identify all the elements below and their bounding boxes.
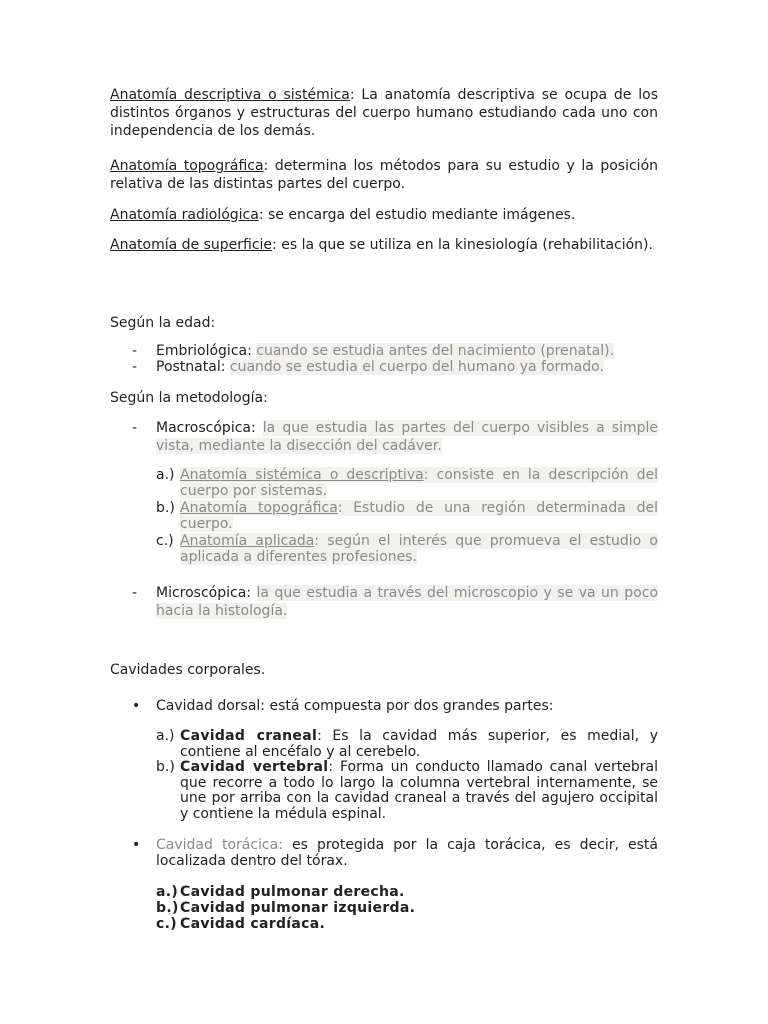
subitem-term: Anatomía aplicada [180,533,315,549]
subitem [156,468,658,499]
list-cavidad-toracica [110,837,658,869]
list-item [110,344,658,360]
subitem [156,501,658,532]
subitem [156,916,658,932]
subitem-marker: b.) [156,500,175,516]
sublist-macroscopica [156,468,658,565]
item-label: Macroscópica: [156,420,256,436]
heading-segun-edad: Según la edad: [110,315,216,331]
list-microscopica [110,584,658,620]
subitem-term: Cavidad craneal [180,728,318,744]
subitem-marker: b.) [156,900,179,916]
subitem-marker: a.) [156,884,179,900]
subitem-text: Cavidad pulmonar izquierda. [180,900,416,916]
item-text: es protegida por la caja torácica, es decir, está localizada dentro del tórax. [156,837,658,869]
paragraph-text: : determina los métodos para su estudio y la posición relativa de las distintas partes del cuerpo. [110,158,659,192]
list-edad [110,344,658,375]
subitem [156,760,658,822]
bullet-marker: • [132,837,141,853]
subitem-marker: c.) [156,916,177,932]
paragraph-anatomia-descriptiva [110,86,658,140]
paragraph-text: : es la que se utiliza en la kinesiología (rehabilitación). [272,237,653,253]
list-item-cavidad-toracica [110,837,658,869]
list-item-cavidad-dorsal [110,697,658,715]
paragraph-anatomia-radiologica [110,206,658,224]
paragraph-text: : La anatomía descriptiva se ocupa de los distintos órganos y estructuras del cuerpo humano estudiando cada uno con independencia de los demás. [110,87,658,139]
subitem-marker: a.) [156,467,175,483]
item-label: Cavidad torácica: [156,837,283,853]
sublist-cavidad-dorsal [156,729,658,822]
subitem-marker: b.) [156,759,175,775]
item-text: la que estudia a través del microscopio y se va un poco hacia la histología. [156,585,659,619]
subitem-text: : Estudio de una región determinada del cuerpo. [180,500,658,532]
dash-marker: - [132,585,138,601]
dash-marker: - [132,343,138,359]
list-item-macroscopica [110,419,658,455]
subitem-text: : Forma un conducto llamado canal vertebral que recorre a todo lo largo la columna vertebral internamente, se une por arriba con la cavidad craneal a través del agujero occipital y contiene la médula espinal. [180,759,659,822]
item-label: Embriológica: [156,343,252,359]
list-item [110,360,658,376]
list-cavidad-dorsal [110,697,658,715]
subitem [156,884,658,900]
subitem-term: Anatomía sistémica o descriptiva [180,467,424,483]
subitem-term: Anatomía topográfica [180,500,338,516]
dash-marker: - [132,420,138,436]
subitem-term: Cavidad vertebral [180,759,329,775]
paragraph-anatomia-superficie [110,236,658,254]
term-anatomia-superficie: Anatomía de superficie [110,237,273,253]
term-anatomia-descriptiva: Anatomía descriptiva o sistémica [110,87,350,103]
item-text: cuando se estudia el cuerpo del humano ya formado. [229,358,604,375]
paragraph-anatomia-topografica [110,157,658,193]
bullet-marker: • [132,698,141,714]
item-text: Cavidad dorsal: está compuesta por dos grandes partes: [156,698,554,714]
term-anatomia-topografica: Anatomía topográfica [110,158,264,174]
sublist-cavidad-toracica [156,884,658,932]
item-label: Postnatal: [156,358,226,375]
subitem [156,900,658,916]
subitem-text: Cavidad pulmonar derecha. [180,884,405,900]
item-text: la que estudia las partes del cuerpo visibles a simple vista, mediante la disección del cadáver. [156,420,659,454]
subitem-text: : Es la cavidad más superior, es medial, y contiene al encéfalo y al cerebelo. [180,728,658,760]
list-macroscopica [110,419,658,455]
subitem-text: : según el interés que promueva el estudio o aplicada a diferentes profesiones. [180,533,658,565]
item-text: cuando se estudia antes del nacimiento (prenatal). [256,343,615,359]
heading-segun-metodologia: Según la metodología: [110,390,268,406]
item-label: Microscópica: [156,585,252,601]
heading-cavidades-corporales: Cavidades corporales. [110,662,266,678]
paragraph-text: : se encarga del estudio mediante imágenes. [258,207,576,223]
subitem-marker: c.) [156,533,174,549]
subitem [156,534,658,565]
subitem-text: Cavidad cardíaca. [180,916,326,932]
dash-marker: - [132,358,138,375]
list-item-microscopica [110,584,658,620]
subitem [156,729,658,760]
subitem-marker: a.) [156,728,175,744]
subitem-text: : consiste en la descripción del cuerpo por sistemas. [180,467,659,499]
term-anatomia-radiologica: Anatomía radiológica [110,207,259,223]
